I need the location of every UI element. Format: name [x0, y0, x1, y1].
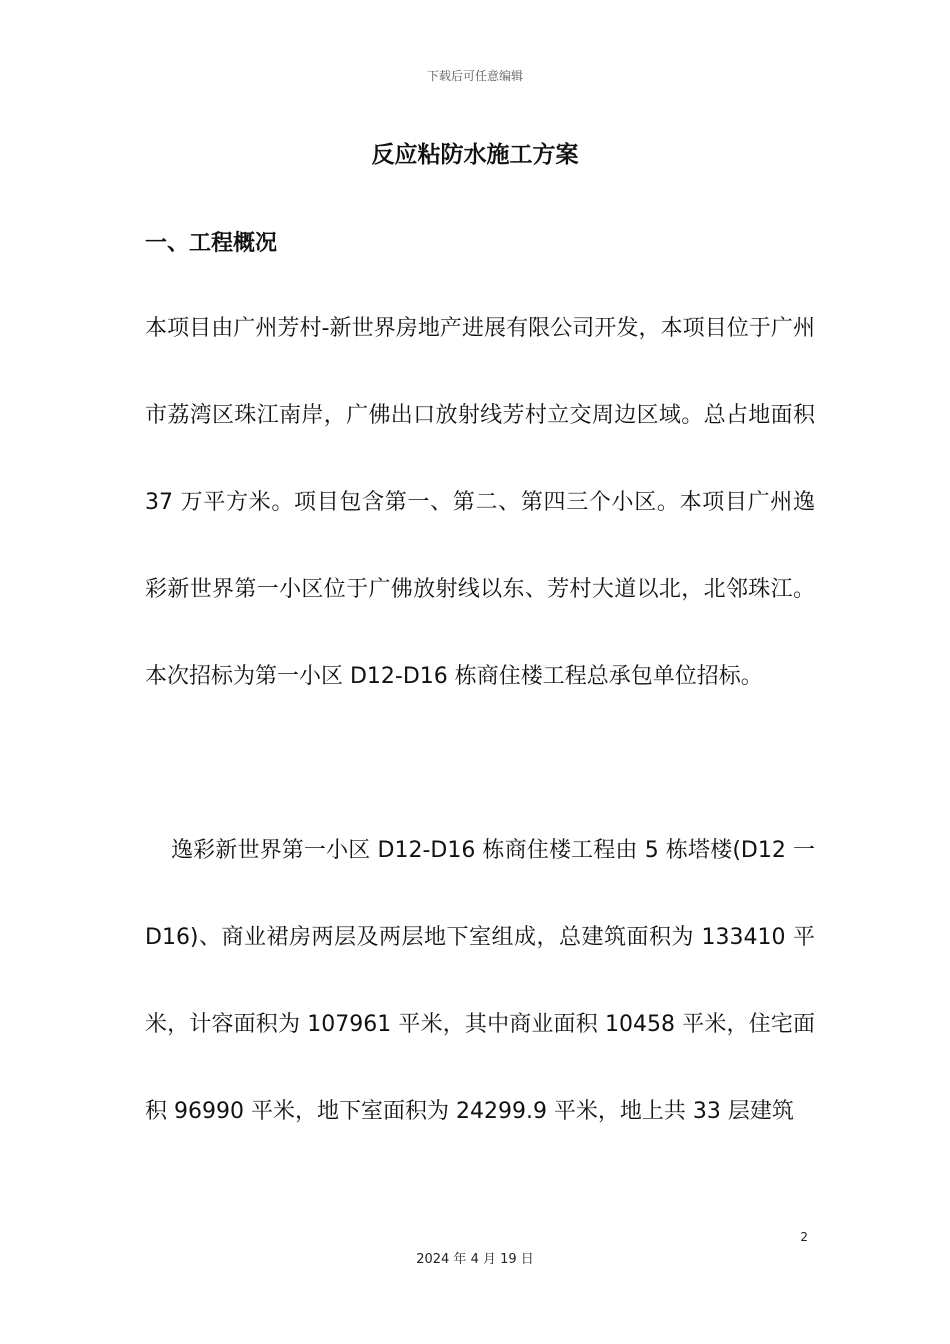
- paragraph-project-overview: 本项目由广州芳村-新世界房地产进展有限公司开发，本项目位于广州市荔湾区珠江南岸，广佛出口放射线芳村立交周边区域。总占地面积 37 万平方米。项目包含第一、第二、第四三个小区。本项目广州逸彩新世界第一小区位于广佛放射线以东、芳村大道以北，北邻珠江。本次招标为第一小区 D12-D16 栋商住楼工程总承包单位招标。: [145, 316, 815, 689]
- footer-date: 2024 年 4 月 19 日: [416, 1252, 534, 1267]
- document-title: 反应粘防水施工方案: [371, 142, 579, 168]
- header-note: 下载后可任意编辑: [426, 69, 523, 83]
- section-heading: 一、工程概况: [145, 231, 278, 256]
- page-number: 2: [800, 1230, 808, 1244]
- paragraph-building-details: 逸彩新世界第一小区 D12-D16 栋商住楼工程由 5 栋塔楼(D12 一D16)、商业裙房两层及两层地下室组成，总建筑面积为 133410 平米，计容面积为 107961 平米，其中商业面积 10458 平米，住宅面积 96990 平米，地下室面积为 24299.9 平米，地上共 33 层建筑: [145, 838, 815, 1124]
